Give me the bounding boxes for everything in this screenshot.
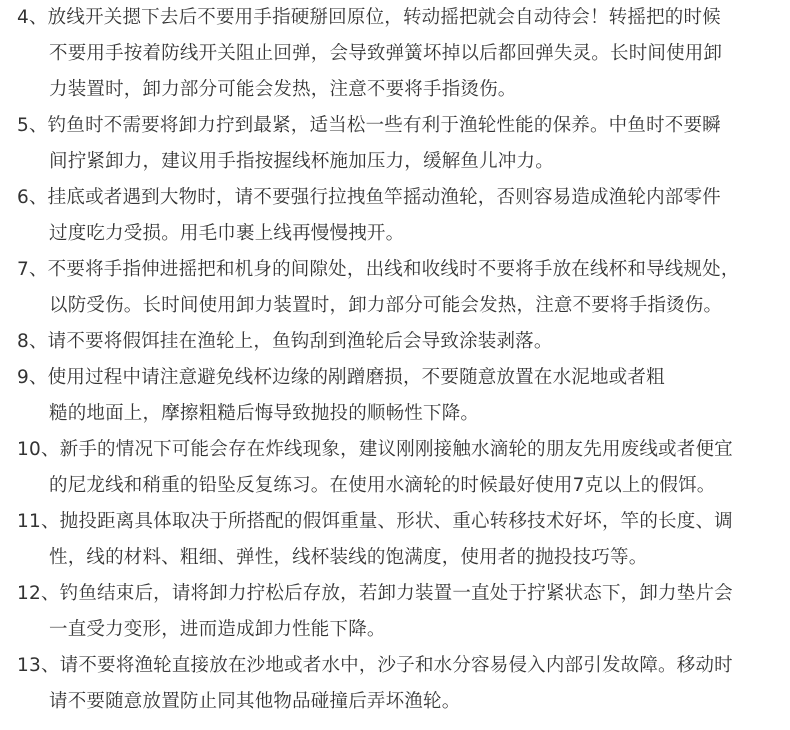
note-line: 不要用手按着防线开关阻止回弹，会导致弹簧坏掉以后都回弹失灵。长时间使用卸 — [49, 43, 723, 64]
note-line: 5、钓鱼时不需要将卸力拧到最紧，适当松一些有利于渔轮性能的保养。中鱼时不要瞬 — [17, 115, 721, 136]
note-line: 11、抛投距离具体取决于所搭配的假饵重量、形状、重心转移技术好坏，竿的长度、调 — [17, 511, 733, 532]
note-line: 一直受力变形，进而造成卸力性能下降。 — [49, 619, 386, 640]
note-line: 4、放线开关摁下去后不要用手指硬掰回原位，转动摇把就会自动待会！转摇把的时候 — [17, 7, 721, 28]
note-line: 6、挂底或者遇到大物时，请不要强行拉拽鱼竿摇动渔轮，否则容易造成渔轮内部零件 — [17, 187, 721, 208]
note-line: 8、请不要将假饵挂在渔轮上，鱼钩刮到渔轮后会导致涂装剥落。 — [17, 331, 553, 352]
note-line: 过度吃力受损。用毛巾裹上线再慢慢拽开。 — [49, 223, 405, 244]
note-line: 以防受伤。长时间使用卸力装置时，卸力部分可能会发热，注意不要将手指烫伤。 — [49, 295, 723, 316]
note-line: 性，线的材料、粗细、弹性，线杯装线的饱满度，使用者的抛投技巧等。 — [49, 547, 648, 568]
note-line: 间拧紧卸力，建议用手指按握线杯施加压力，缓解鱼儿冲力。 — [49, 151, 554, 172]
note-line: 9、使用过程中请注意避免线杯边缘的剐蹭磨损，不要随意放置在水泥地或者粗 — [17, 367, 665, 388]
note-line: 力装置时，卸力部分可能会发热，注意不要将手指烫伤。 — [49, 79, 517, 100]
note-line: 7、不要将手指伸进摇把和机身的间隙处，出线和收线时不要将手放在线杯和导线规处， — [17, 259, 740, 280]
note-line: 糙的地面上，摩擦粗糙后悔导致抛投的顺畅性下降。 — [49, 403, 480, 424]
note-line: 的尼龙线和稍重的铅坠反复练习。在使用水滴轮的时候最好使用7克以上的假饵。 — [49, 475, 716, 496]
note-line: 10、新手的情况下可能会存在炸线现象，建议刚刚接触水滴轮的朋友先用废线或者便宜 — [17, 439, 733, 460]
note-line: 请不要随意放置防止同其他物品碰撞后弄坏渔轮。 — [49, 691, 461, 712]
note-line: 13、请不要将渔轮直接放在沙地或者水中，沙子和水分容易侵入内部引发故障。移动时 — [17, 655, 733, 676]
note-line: 12、钓鱼结束后，请将卸力拧松后存放，若卸力装置一直处于拧紧状态下，卸力垫片会 — [17, 583, 733, 604]
